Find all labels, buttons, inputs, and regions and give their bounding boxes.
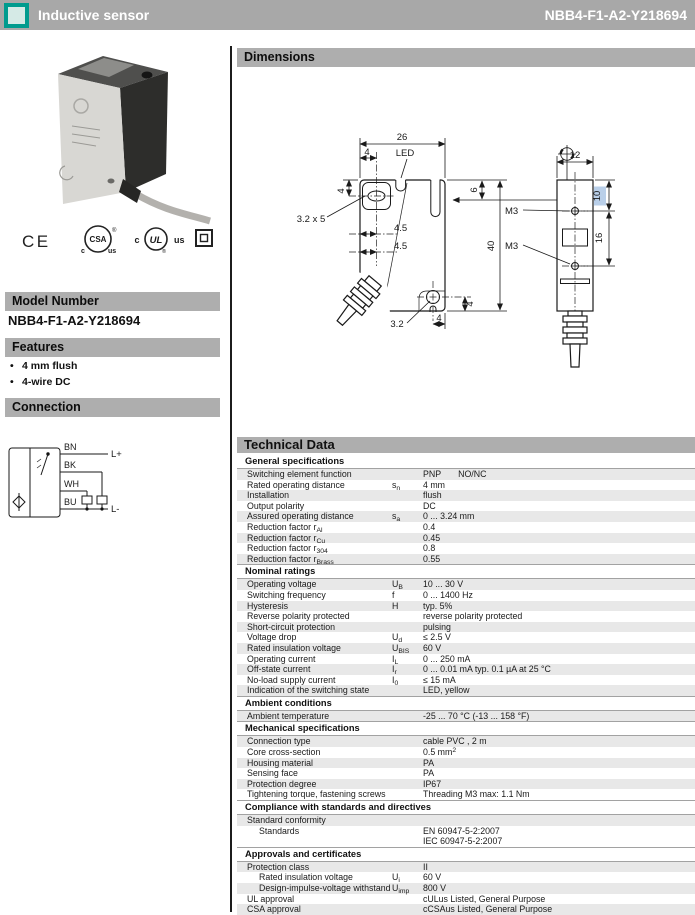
spec-row bbox=[237, 622, 695, 633]
spec-value: 0.45 bbox=[423, 532, 441, 543]
spec-row bbox=[237, 758, 695, 769]
spec-row bbox=[237, 643, 695, 654]
spec-symbol bbox=[392, 622, 423, 633]
spec-label: Switching element function bbox=[247, 469, 352, 479]
inductive-sensor-symbol bbox=[13, 493, 25, 511]
spec-value: PA bbox=[423, 757, 435, 768]
spec-row bbox=[237, 632, 695, 643]
svg-text:c: c bbox=[81, 248, 85, 255]
spec-label: Operating current bbox=[247, 653, 316, 664]
spec-row bbox=[237, 543, 695, 554]
dim-led: LED bbox=[395, 148, 415, 159]
spec-value: cable PVC , 2 m bbox=[423, 736, 487, 747]
spec-label: Installation bbox=[247, 490, 290, 501]
dim-40: 40 bbox=[486, 240, 497, 252]
spec-value: EN 60947-5-2:2007 IEC 60947-5-2:2007 bbox=[423, 825, 503, 847]
spec-label: Tightening torque, fastening screws bbox=[247, 789, 386, 800]
spec-value: 60 V bbox=[423, 642, 442, 653]
dim-4-bottom: 4 bbox=[436, 313, 442, 324]
svg-text:®: ® bbox=[162, 249, 167, 255]
spec-symbol bbox=[392, 789, 423, 800]
spec-value: 0 ... 3.24 mm bbox=[423, 511, 475, 522]
wire-label-bu: BU bbox=[64, 497, 77, 507]
dim-4-top: 4 bbox=[364, 147, 370, 158]
spec-value: 0.55 bbox=[423, 553, 441, 564]
spec-row bbox=[237, 490, 695, 501]
spec-symbol bbox=[392, 490, 423, 501]
spec-label: CSA approval bbox=[247, 904, 301, 915]
spec-symbol: H bbox=[392, 600, 399, 611]
spec-value: typ. 5% bbox=[423, 600, 453, 611]
spec-row bbox=[237, 601, 695, 612]
brand-square-icon bbox=[4, 3, 29, 28]
spec-symbol bbox=[392, 826, 423, 847]
spec-label: Sensing face bbox=[247, 768, 298, 779]
spec-label: Hysteresis bbox=[247, 600, 289, 611]
svg-text:c: c bbox=[134, 235, 140, 245]
spec-section-title: Compliance with standards and directives bbox=[237, 800, 695, 815]
spec-value: 0 ... 0.01 mA typ. 0.1 µA at 25 °C bbox=[423, 664, 551, 675]
technical-data-table bbox=[237, 455, 695, 915]
page-header bbox=[0, 0, 695, 30]
spec-symbol: $s_n$ bbox=[392, 479, 401, 492]
spec-value: LED, yellow bbox=[423, 685, 470, 696]
spec-label: Reduction factor $r_{Brass}$ bbox=[247, 553, 334, 566]
spec-section-title: Mechanical specifications bbox=[237, 721, 695, 736]
spec-section-title: Nominal ratings bbox=[237, 564, 695, 579]
side-cable-strain-relief bbox=[563, 311, 587, 367]
spec-symbol bbox=[392, 522, 423, 533]
spec-value: flush bbox=[423, 490, 442, 501]
spec-label: Housing material bbox=[247, 757, 314, 768]
spec-label: Rated insulation voltage bbox=[247, 642, 341, 653]
spec-row bbox=[237, 894, 695, 905]
spec-label: Reduction factor $r_{304}$ bbox=[247, 543, 328, 556]
part-number-header: NBB4-F1-A2-Y218694 bbox=[544, 7, 687, 23]
feature-item: • 4-wire DC bbox=[8, 374, 70, 390]
dim-4-left: 4 bbox=[336, 188, 347, 194]
spec-value: -25 ... 70 °C (-13 ... 158 °F) bbox=[423, 710, 530, 721]
spec-label: Rated operating distance bbox=[247, 479, 345, 490]
spec-row bbox=[237, 826, 695, 847]
csa-logo bbox=[81, 226, 117, 255]
spec-label: Standard conformity bbox=[247, 815, 326, 826]
spec-label: UL approval bbox=[247, 893, 295, 904]
dim-16: 16 bbox=[594, 232, 605, 244]
spec-label: Protection class bbox=[247, 861, 310, 872]
spec-row bbox=[237, 522, 695, 533]
spec-section-title: Ambient conditions bbox=[237, 696, 695, 711]
spec-value: 0 ... 250 mA bbox=[423, 653, 471, 664]
approval-logos bbox=[10, 222, 220, 258]
spec-row bbox=[237, 904, 695, 915]
spec-value: reverse polarity protected bbox=[423, 611, 523, 622]
spec-symbol bbox=[392, 815, 423, 826]
model-number-value: NBB4-F1-A2-Y218694 bbox=[8, 313, 141, 328]
spec-symbol bbox=[392, 611, 423, 622]
spec-symbol: $U_i$ bbox=[392, 872, 400, 885]
dim-slot: 3.2 x 5 bbox=[296, 214, 326, 225]
spec-row bbox=[237, 480, 695, 491]
spec-value: PA bbox=[423, 768, 435, 779]
spec-row bbox=[237, 747, 695, 758]
spec-symbol bbox=[392, 904, 423, 915]
spec-row bbox=[237, 501, 695, 512]
spec-value: IP67 bbox=[423, 778, 442, 789]
spec-symbol bbox=[392, 469, 423, 480]
spec-symbol: $I_L$ bbox=[392, 653, 399, 666]
product-photo bbox=[8, 42, 213, 230]
spec-symbol: $U_d$ bbox=[392, 632, 403, 645]
spec-label: No-load supply current bbox=[247, 674, 336, 685]
connection-diagram bbox=[8, 438, 218, 563]
spec-label: Short-circuit protection bbox=[247, 621, 336, 632]
technical-data-bar: Technical Data bbox=[237, 437, 695, 453]
dim-4-right: 4 bbox=[465, 301, 476, 307]
spec-row bbox=[237, 779, 695, 790]
spec-value: cCSAus Listed, General Purpose bbox=[423, 904, 553, 915]
spec-symbol: $I_0$ bbox=[392, 674, 399, 687]
svg-text:us: us bbox=[108, 248, 117, 255]
dimension-drawing bbox=[237, 66, 695, 432]
dim-45a: 4.5 bbox=[394, 223, 408, 234]
wire-label-bk: BK bbox=[64, 460, 77, 470]
spec-symbol bbox=[392, 554, 423, 565]
spec-value: DC bbox=[423, 500, 436, 511]
spec-value bbox=[423, 815, 695, 826]
flush-mounting-icon bbox=[196, 230, 212, 246]
spec-symbol bbox=[392, 736, 423, 747]
features-bar: Features bbox=[5, 338, 220, 357]
spec-label: Assured operating distance bbox=[247, 511, 354, 522]
spec-label: Ambient temperature bbox=[247, 710, 330, 721]
spec-row bbox=[237, 511, 695, 522]
spec-label: Core cross-section bbox=[247, 747, 321, 758]
wire-label-wh: WH bbox=[64, 479, 79, 489]
svg-text:CSA: CSA bbox=[89, 235, 107, 244]
model-number-bar: Model Number bbox=[5, 292, 220, 311]
dim-45b: 4.5 bbox=[394, 241, 408, 252]
spec-symbol bbox=[392, 501, 423, 512]
spec-value: 0 ... 1400 Hz bbox=[423, 589, 473, 600]
spec-row bbox=[237, 872, 695, 883]
spec-value: PNP NO/NC bbox=[423, 469, 487, 479]
spec-value: 0.8 bbox=[423, 543, 436, 554]
spec-label: Standards bbox=[259, 825, 300, 836]
dim-m3-top: M3 bbox=[505, 206, 519, 217]
spec-value: ≤ 15 mA bbox=[423, 674, 456, 685]
spec-value: II bbox=[423, 861, 428, 872]
spec-label: Indication of the switching state bbox=[247, 685, 370, 696]
spec-symbol: $s_a$ bbox=[392, 511, 401, 524]
spec-label: Switching frequency bbox=[247, 589, 326, 600]
spec-row bbox=[237, 768, 695, 779]
spec-row bbox=[237, 664, 695, 675]
spec-label: Reduction factor $r_{Cu}$ bbox=[247, 532, 326, 545]
dim-10: 10 bbox=[592, 190, 603, 202]
ce-logo: CE bbox=[22, 232, 51, 251]
spec-label: Connection type bbox=[247, 736, 311, 747]
spec-symbol bbox=[392, 685, 423, 696]
spec-symbol bbox=[392, 747, 423, 758]
spec-row bbox=[237, 789, 695, 800]
dim-12: 12 bbox=[569, 150, 581, 161]
spec-symbol: $I_r$ bbox=[392, 664, 397, 677]
dim-26: 26 bbox=[396, 132, 408, 143]
spec-symbol: $U_B$ bbox=[392, 579, 403, 592]
svg-text:us: us bbox=[174, 235, 185, 245]
dim-m3-bottom: M3 bbox=[505, 241, 519, 252]
spec-row bbox=[237, 883, 695, 894]
spec-row bbox=[237, 469, 695, 480]
dim-6: 6 bbox=[469, 187, 480, 193]
spec-value: pulsing bbox=[423, 621, 451, 632]
side-view bbox=[557, 172, 593, 367]
feature-item: • 4 mm flush bbox=[8, 358, 77, 374]
spec-symbol bbox=[392, 758, 423, 769]
spec-label: Reverse polarity protected bbox=[247, 611, 350, 622]
spec-symbol: f bbox=[392, 589, 395, 600]
product-type-title: Inductive sensor bbox=[38, 7, 150, 23]
spec-section-title: Approvals and certificates bbox=[237, 847, 695, 862]
spec-section-title: General specifications bbox=[237, 455, 695, 469]
spec-label: Reduction factor $r_{Al}$ bbox=[247, 521, 323, 534]
spec-row bbox=[237, 579, 695, 590]
spec-symbol: $U_{BIS}$ bbox=[392, 642, 410, 655]
spec-label: Protection degree bbox=[247, 778, 317, 789]
spec-row bbox=[237, 736, 695, 747]
spec-row bbox=[237, 590, 695, 601]
spec-label: Off-state current bbox=[247, 664, 311, 675]
spec-value: 10 ... 30 V bbox=[423, 579, 464, 590]
spec-label: Rated insulation voltage bbox=[259, 872, 353, 883]
spec-row bbox=[237, 533, 695, 544]
spec-value: 60 V bbox=[423, 872, 442, 883]
ul-logo bbox=[134, 228, 184, 255]
spec-value: 0.4 bbox=[423, 521, 436, 532]
spec-label: Output polarity bbox=[247, 500, 305, 511]
spec-value: 800 V bbox=[423, 883, 446, 893]
spec-symbol bbox=[392, 533, 423, 544]
svg-text:UL: UL bbox=[149, 235, 163, 246]
dim-32: 3.2 bbox=[390, 319, 404, 330]
spec-value: 4 mm bbox=[423, 479, 445, 490]
spec-value: ≤ 2.5 V bbox=[423, 632, 451, 643]
spec-symbol bbox=[392, 862, 423, 873]
spec-symbol bbox=[392, 543, 423, 554]
spec-row bbox=[237, 611, 695, 622]
wire-label-bn: BN bbox=[64, 442, 77, 452]
spec-row bbox=[237, 711, 695, 722]
spec-symbol bbox=[392, 711, 423, 722]
spec-row bbox=[237, 654, 695, 665]
spec-symbol bbox=[392, 768, 423, 779]
spec-value: cULus Listed, General Purpose bbox=[423, 893, 546, 904]
spec-row bbox=[237, 862, 695, 873]
spec-row bbox=[237, 554, 695, 565]
terminal-lplus: L+ bbox=[111, 449, 122, 460]
spec-row bbox=[237, 815, 695, 826]
spec-value: 0.5 $mm^2$ bbox=[423, 747, 457, 758]
column-divider bbox=[230, 46, 232, 912]
dimensions-bar: Dimensions bbox=[237, 48, 695, 67]
spec-symbol bbox=[392, 894, 423, 905]
spec-row bbox=[237, 685, 695, 696]
svg-text:®: ® bbox=[112, 228, 117, 234]
spec-value: Threading M3 max: 1.1 Nm bbox=[423, 789, 530, 800]
spec-label: Design-impulse-voltage withstand bbox=[259, 883, 391, 893]
terminal-lminus: L- bbox=[111, 504, 120, 515]
spec-symbol bbox=[392, 779, 423, 790]
spec-symbol: $U_{imp}$ bbox=[392, 883, 410, 895]
spec-label: Operating voltage bbox=[247, 579, 317, 590]
spec-row bbox=[237, 675, 695, 686]
spec-label: Voltage drop bbox=[247, 632, 297, 643]
connection-bar: Connection bbox=[5, 398, 220, 417]
